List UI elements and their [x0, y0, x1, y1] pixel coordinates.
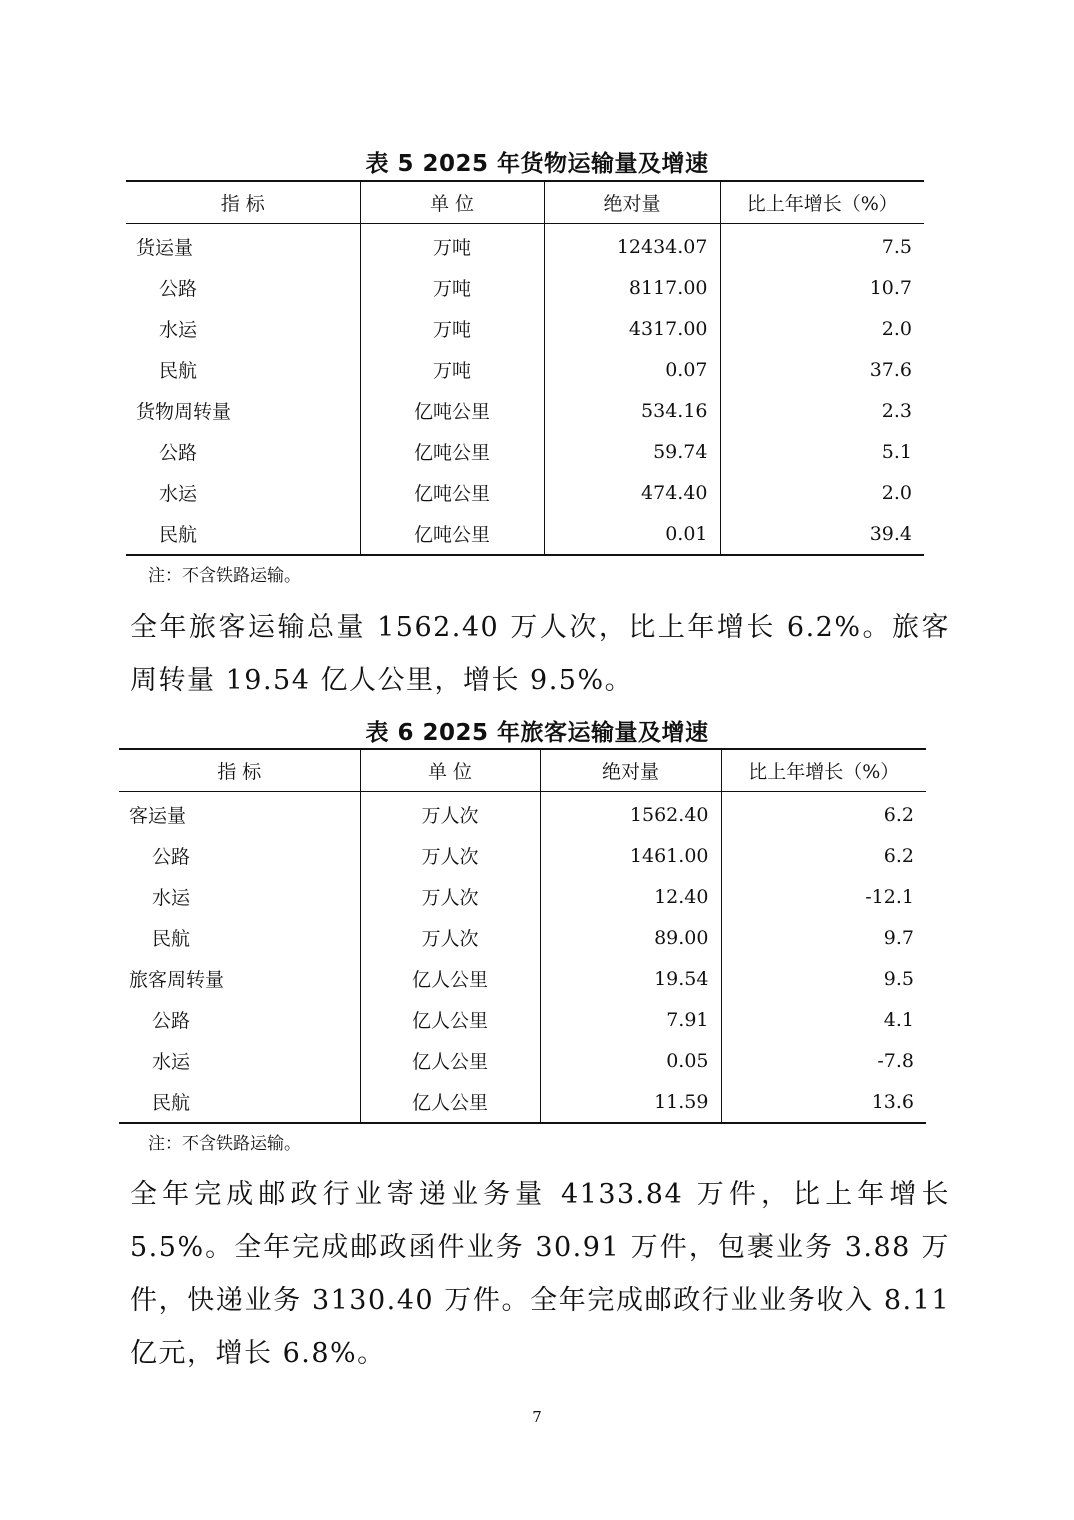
cell-absolute: 89.00	[540, 917, 721, 958]
cell-indicator: 民航	[159, 524, 198, 546]
cell-growth: 13.6	[721, 1081, 926, 1123]
header-indicator: 指 标	[126, 181, 360, 224]
table6	[119, 748, 926, 1124]
cell-unit: 亿人公里	[360, 999, 540, 1040]
cell-absolute: 12434.07	[544, 224, 720, 268]
header-absolute: 绝对量	[544, 181, 720, 224]
cell-indicator: 水运	[152, 887, 191, 909]
cell-unit: 万人次	[360, 917, 540, 958]
cell-growth: 7.5	[720, 224, 924, 268]
table-row	[119, 835, 926, 876]
table-row	[126, 431, 924, 472]
table6-title: 表 6 2025 年旅客运输量及增速	[365, 720, 709, 746]
cell-absolute: 474.40	[544, 472, 720, 513]
cell-indicator: 公路	[159, 442, 198, 464]
cell-growth: -7.8	[721, 1040, 926, 1081]
cell-unit: 万吨	[360, 224, 544, 268]
table-header-row	[119, 749, 926, 792]
cell-growth: -12.1	[721, 876, 926, 917]
cell-unit: 万人次	[360, 835, 540, 876]
table-row	[126, 308, 924, 349]
cell-unit: 亿人公里	[360, 1081, 540, 1123]
cell-unit: 亿吨公里	[360, 390, 544, 431]
cell-indicator: 货物周转量	[136, 401, 232, 423]
header-absolute: 绝对量	[540, 749, 721, 792]
table-row	[119, 999, 926, 1040]
cell-growth: 6.2	[721, 792, 926, 836]
cell-unit: 亿吨公里	[360, 472, 544, 513]
cell-indicator: 民航	[159, 360, 198, 382]
table5	[126, 180, 924, 556]
header-unit: 单 位	[360, 749, 540, 792]
table-row	[126, 349, 924, 390]
cell-absolute: 0.07	[544, 349, 720, 390]
header-indicator: 指 标	[119, 749, 360, 792]
table-header-row	[126, 181, 924, 224]
cell-growth: 39.4	[720, 513, 924, 555]
table-row	[119, 1040, 926, 1081]
cell-unit: 万人次	[360, 792, 540, 836]
cell-growth: 6.2	[721, 835, 926, 876]
cell-growth: 9.7	[721, 917, 926, 958]
cell-unit: 亿人公里	[360, 958, 540, 999]
table-row	[119, 876, 926, 917]
table6-note: 注：不含铁路运输。	[148, 1134, 301, 1154]
cell-unit: 万吨	[360, 349, 544, 390]
cell-unit: 亿人公里	[360, 1040, 540, 1081]
cell-unit: 万人次	[360, 876, 540, 917]
cell-absolute: 11.59	[540, 1081, 721, 1123]
cell-indicator: 公路	[159, 278, 198, 300]
cell-indicator: 民航	[152, 928, 191, 950]
cell-indicator: 民航	[152, 1092, 191, 1114]
cell-absolute: 0.01	[544, 513, 720, 555]
table-row	[119, 958, 926, 999]
cell-unit: 亿吨公里	[360, 513, 544, 555]
cell-absolute: 0.05	[540, 1040, 721, 1081]
table-row	[126, 267, 924, 308]
table-row	[119, 1081, 926, 1123]
cell-absolute: 8117.00	[544, 267, 720, 308]
header-growth: 比上年增长（%）	[720, 181, 924, 224]
cell-indicator: 公路	[152, 846, 191, 868]
table5-title: 表 5 2025 年货物运输量及增速	[365, 151, 709, 177]
paragraph-passenger-transport: 全年旅客运输总量 1562.40 万人次，比上年增长 6.2%。旅客周转量 19.54 亿人公里，增长 9.5%。	[130, 612, 950, 696]
table5-note: 注：不含铁路运输。	[148, 566, 301, 586]
cell-absolute: 4317.00	[544, 308, 720, 349]
table-row	[126, 224, 924, 268]
cell-growth: 4.1	[721, 999, 926, 1040]
cell-indicator: 客运量	[129, 805, 187, 827]
cell-absolute: 12.40	[540, 876, 721, 917]
table-row	[126, 513, 924, 555]
page-number: 7	[532, 1408, 542, 1426]
cell-unit: 亿吨公里	[360, 431, 544, 472]
table-row	[119, 917, 926, 958]
cell-growth: 9.5	[721, 958, 926, 999]
cell-indicator: 旅客周转量	[129, 969, 225, 991]
cell-indicator: 公路	[152, 1010, 191, 1032]
header-growth: 比上年增长（%）	[721, 749, 926, 792]
cell-absolute: 1562.40	[540, 792, 721, 836]
cell-absolute: 534.16	[544, 390, 720, 431]
cell-growth: 2.3	[720, 390, 924, 431]
cell-absolute: 59.74	[544, 431, 720, 472]
cell-absolute: 1461.00	[540, 835, 721, 876]
cell-growth: 37.6	[720, 349, 924, 390]
cell-growth: 5.1	[720, 431, 924, 472]
cell-growth: 10.7	[720, 267, 924, 308]
table-row	[126, 472, 924, 513]
header-unit: 单 位	[360, 181, 544, 224]
cell-indicator: 水运	[152, 1051, 191, 1073]
cell-indicator: 水运	[159, 483, 198, 505]
paragraph-postal-service: 全年完成邮政行业寄递业务量 4133.84 万件，比上年增长 5.5%。全年完成邮政函件业务 30.91 万件，包裹业务 3.88 万件，快递业务 3130.40 万件。全年完成邮政行业业务收入 8.11 亿元，增长 6.8%。	[130, 1179, 950, 1369]
table-row	[119, 792, 926, 836]
cell-absolute: 7.91	[540, 999, 721, 1040]
table-row	[126, 390, 924, 431]
cell-growth: 2.0	[720, 308, 924, 349]
cell-absolute: 19.54	[540, 958, 721, 999]
cell-indicator: 水运	[159, 319, 198, 341]
cell-unit: 万吨	[360, 308, 544, 349]
cell-growth: 2.0	[720, 472, 924, 513]
cell-unit: 万吨	[360, 267, 544, 308]
cell-indicator: 货运量	[136, 237, 194, 259]
